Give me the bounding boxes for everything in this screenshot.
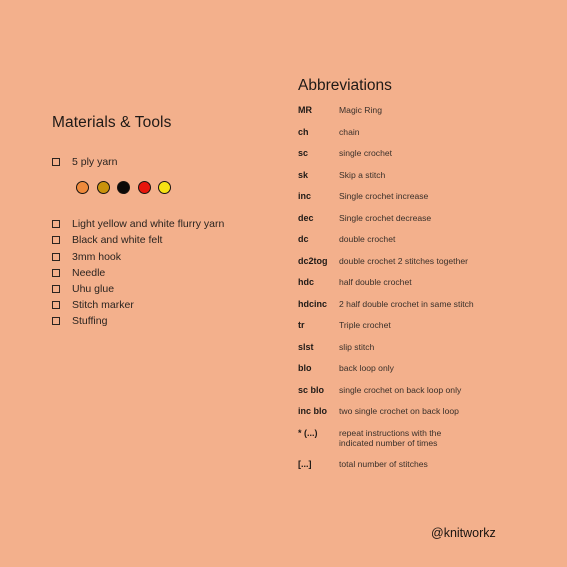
abbreviation-row (298, 170, 548, 192)
swatch-yellow (158, 181, 171, 194)
checkbox-icon (52, 158, 60, 166)
abbreviation-meaning: double crochet 2 stitches together (339, 255, 468, 266)
material-item-label: 3mm hook (72, 250, 122, 263)
checkbox-icon (52, 269, 60, 277)
abbreviation-key: inc (298, 191, 312, 201)
abbreviation-meaning: two single crochet on back loop (339, 406, 459, 416)
abbreviation-meaning: chain (339, 126, 360, 137)
material-item (52, 216, 282, 232)
abbreviation-key: ch (298, 126, 309, 137)
material-item (52, 281, 282, 297)
abbreviation-key: * (...) (298, 427, 318, 438)
material-item-label: Stuffing (72, 315, 108, 328)
abbreviation-meaning: Single crochet decrease (339, 212, 432, 223)
abbreviation-key: slst (298, 341, 314, 352)
abbreviation-row (298, 459, 548, 481)
material-item-label: Uhu glue (72, 283, 115, 296)
abbreviation-row (298, 148, 548, 170)
abbreviation-key: dc2tog (298, 255, 328, 266)
abbreviation-meaning: repeat instructions with the indicated number of times (339, 427, 442, 448)
abbreviation-meaning: back loop only (339, 363, 394, 373)
abbreviation-key: tr (298, 320, 305, 330)
abbreviation-key: MR (298, 105, 312, 115)
abbreviation-key: sc blo (298, 384, 325, 395)
author-credit: @knitworkz (431, 526, 496, 540)
swatch-mustard (97, 181, 110, 194)
abbreviation-key: sk (298, 169, 309, 180)
abbreviation-meaning: single crochet (339, 148, 393, 158)
material-item (52, 265, 282, 281)
material-item-label: 5 ply yarn (72, 156, 118, 169)
abbreviation-row (298, 256, 548, 278)
abbreviation-key: hdcinc (298, 298, 328, 309)
abbreviation-row (298, 234, 548, 256)
abbreviation-row (298, 191, 548, 213)
checkbox-icon (52, 253, 60, 261)
abbreviation-row (298, 406, 548, 428)
material-item (52, 232, 282, 248)
abbreviation-key: inc blo (298, 406, 327, 416)
abbreviation-key: sc (298, 148, 309, 158)
abbreviation-meaning: total number of stitches (339, 458, 428, 469)
abbreviation-row (298, 105, 548, 127)
abbreviation-row (298, 320, 548, 342)
abbreviation-row (298, 363, 548, 385)
material-item-label: Needle (72, 266, 106, 279)
abbreviation-key: hdc (298, 277, 315, 287)
abbreviations-section (298, 77, 548, 480)
abbreviation-meaning: Single crochet increase (339, 191, 429, 201)
abbreviation-meaning: half double crochet (339, 277, 412, 287)
checkbox-icon (52, 317, 60, 325)
checkbox-icon (52, 236, 60, 244)
abbreviation-row (298, 213, 548, 235)
abbreviation-key: blo (298, 363, 312, 373)
swatch-orange (76, 181, 89, 194)
yarn-color-swatches (76, 181, 282, 194)
checkbox-icon (52, 301, 60, 309)
material-item-label: Black and white felt (72, 234, 163, 247)
swatch-red (138, 181, 151, 194)
abbreviation-row (298, 127, 548, 149)
abbreviation-row (298, 385, 548, 407)
checkbox-icon (52, 220, 60, 228)
abbreviation-meaning: slip stitch (339, 341, 375, 352)
abbreviation-meaning: Triple crochet (339, 320, 391, 330)
abbreviation-row (298, 277, 548, 299)
abbreviation-key: [...] (298, 458, 312, 469)
abbreviation-row (298, 299, 548, 321)
materials-section (52, 114, 282, 330)
material-item-yarn (52, 154, 282, 170)
material-item-label: Stitch marker (72, 299, 134, 312)
materials-title: Materials & Tools (52, 114, 172, 131)
abbreviation-meaning: 2 half double crochet in same stitch (339, 298, 474, 309)
abbreviation-row (298, 428, 548, 459)
abbreviation-meaning: double crochet (339, 234, 396, 244)
abbreviation-key: dc (298, 234, 309, 244)
abbreviation-row (298, 342, 548, 364)
abbreviation-meaning: Skip a stitch (339, 169, 386, 180)
abbreviation-key: dec (298, 212, 314, 223)
material-item (52, 297, 282, 313)
abbreviation-meaning: Magic Ring (339, 105, 382, 115)
material-item (52, 313, 282, 329)
abbreviation-meaning: single crochet on back loop only (339, 384, 462, 395)
abbreviations-title: Abbreviations (298, 77, 392, 94)
material-item (52, 249, 282, 265)
checkbox-icon (52, 285, 60, 293)
material-item-label: Light yellow and white flurry yarn (72, 218, 225, 231)
swatch-black (117, 181, 130, 194)
